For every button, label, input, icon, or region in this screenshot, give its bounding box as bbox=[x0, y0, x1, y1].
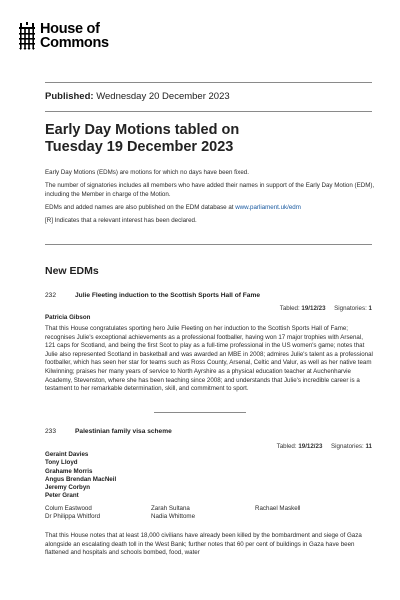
divider bbox=[45, 111, 372, 112]
edm-members bbox=[45, 314, 90, 322]
signatories-label: Signatories: bbox=[331, 443, 364, 450]
supporter-name: Colum Eastwood bbox=[45, 505, 92, 512]
member-name: Geraint Davies bbox=[45, 451, 89, 458]
edm-title: Julie Fleeting induction to the Scottish Sports Hall of Fame bbox=[75, 292, 261, 299]
intro-paragraph: Early Day Motions (EDMs) are motions for which no days have been fixed. bbox=[45, 169, 249, 176]
supporter-row bbox=[45, 513, 375, 521]
edm-meta bbox=[280, 305, 372, 312]
house-of-commons-logo bbox=[18, 22, 109, 50]
published-line bbox=[45, 91, 230, 102]
member-name: Jeremy Corbyn bbox=[45, 484, 91, 492]
logo-line-1: House of bbox=[40, 21, 100, 37]
intro-paragraph bbox=[45, 203, 375, 212]
published-label: Published: bbox=[45, 91, 94, 102]
divider bbox=[45, 82, 372, 83]
edm-header bbox=[45, 292, 375, 302]
supporter-row bbox=[45, 505, 375, 513]
edm-meta bbox=[277, 443, 372, 450]
page-title bbox=[45, 122, 365, 156]
member-name: Grahame Morris bbox=[45, 467, 93, 475]
edm-number: 232 bbox=[45, 292, 57, 299]
signatories-count: 11 bbox=[365, 443, 372, 450]
edm-supporters bbox=[45, 505, 375, 522]
member-name: Peter Grant bbox=[45, 492, 79, 500]
section-title: New EDMs bbox=[45, 265, 99, 277]
supporter-name: Zarah Sultana bbox=[151, 505, 190, 512]
edm-text: That this House notes that at least 18,000 civilians have already been killed by the bombardment and siege of Gaza alongside an escalating death toll in the West Bank; further notes that 60 per cent of buildings in Gaza have been flattened and hospitals and schools bombed, food, water bbox=[45, 532, 362, 557]
edm-members bbox=[45, 451, 116, 501]
intro-text bbox=[45, 168, 375, 229]
tabled-label: Tabled: bbox=[276, 443, 297, 450]
supporter-name: Rachael Maskell bbox=[255, 505, 301, 512]
edm-database-link[interactable]: www.parliament.uk/edm bbox=[235, 204, 301, 211]
supporter-name: Nadia Whittome bbox=[151, 513, 196, 521]
tabled-date: 19/12/23 bbox=[298, 443, 323, 450]
divider bbox=[154, 412, 246, 413]
signatories-label: Signatories: bbox=[334, 305, 367, 312]
edm-header bbox=[45, 428, 375, 438]
intro-paragraph: [R] Indicates that a relevant interest has been declared. bbox=[45, 217, 197, 224]
portcullis-icon bbox=[18, 22, 36, 50]
logo-line-2: Commons bbox=[40, 35, 109, 51]
member-name: Patricia Gibson bbox=[45, 314, 91, 321]
member-name: Tony Lloyd bbox=[45, 459, 78, 467]
page-title-line-1: Early Day Motions tabled on bbox=[45, 122, 240, 138]
logo-wordmark bbox=[40, 22, 109, 50]
edm-text: That this House congratulates sporting hero Julie Fleeting on her induction to the Scottish Sports Hall of Fame; recognises Julie's exceptional achievements as a professional footballer, having won 17 major trophies with Arsenal, 121 caps for Scotland, and being the first Scot to play as a full-time professional in the US women's game; notes that Julie also represented Scotland in basketball and was awarded an MBE in 2008; admires Julie's talent as a professional footballer, which has seen her star for teams such as Ross County, Arsenal, Celtic and Valur, as well as her native team Kilwinning; praises her many years of service to North Ayrshire as a physical education teacher at Auchenharvie Academy, Stevenston, where she has been teaching since 2008; and understands that Julie's incredible career is a testament to her remarkable determination, skill, and commitment to sport. bbox=[45, 325, 373, 393]
tabled-date: 19/12/23 bbox=[301, 305, 326, 312]
signatories-count: 1 bbox=[368, 305, 372, 312]
supporter-name: Dr Philippa Whitford bbox=[45, 513, 101, 521]
edm-number: 233 bbox=[45, 428, 57, 435]
intro-paragraph: The number of signatories includes all members who have added their names in support of the Early Day Motion (EDM), including the Member in charge of the Motion. bbox=[45, 182, 375, 198]
divider bbox=[45, 244, 372, 245]
edm-title: Palestinian family visa scheme bbox=[75, 428, 172, 435]
member-name: Angus Brendan MacNeil bbox=[45, 475, 117, 483]
page-title-line-2: Tuesday 19 December 2023 bbox=[45, 139, 234, 155]
tabled-label: Tabled: bbox=[279, 305, 300, 312]
published-date: Wednesday 20 December 2023 bbox=[96, 91, 230, 102]
intro-edm-text: EDMs and added names are also published on the EDM database at bbox=[45, 204, 236, 211]
